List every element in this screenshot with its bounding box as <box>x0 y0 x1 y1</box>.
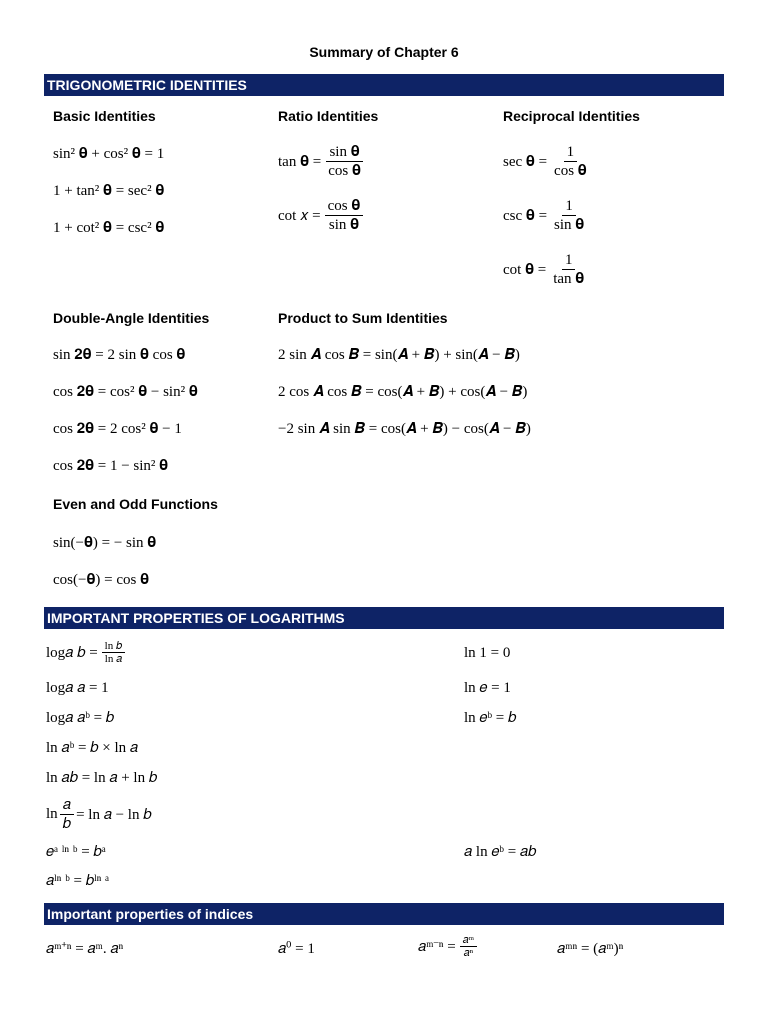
reciprocal-identity-sec: sec 𝛉 = $\frac{1}{\text{cos 𝛉}}$ <box>503 143 592 180</box>
log-property-8: 𝑎ˡⁿ ᵇ = 𝑏ˡⁿ ᵃ <box>46 873 110 889</box>
reciprocal-identity-cot: cot 𝛉 = $\frac{1}{\text{tan 𝛉}}$ <box>503 251 589 288</box>
index-property-2: 𝑎⁰ = 1 <box>278 941 315 957</box>
section-log-header: IMPORTANT PROPERTIES OF LOGARITHMS <box>44 607 724 629</box>
reciprocal-identity-csc: csc 𝛉 = $\frac{1}{\text{sin 𝛉}}$ <box>503 197 589 234</box>
double-identity-3: cos 𝟐𝛉 = 2 cos² 𝛉 − 1 <box>53 421 182 437</box>
log-property-5: ln 𝑎𝑏 = ln 𝑎 + ln 𝑏 <box>46 770 158 786</box>
section-indices-header: Important properties of indices <box>44 903 724 925</box>
log-property-7: 𝑒ᵃ ˡⁿ ᵇ = 𝑏ᵃ <box>46 844 106 860</box>
product-identity-2: 2 cos 𝑨 cos 𝑩 = cos(𝑨 + 𝑩) + cos(𝑨 − 𝑩) <box>278 384 528 400</box>
double-identity-2: cos 𝟐𝛉 = cos² 𝛉 − sin² 𝛉 <box>53 384 198 400</box>
fraction: $\frac{1}{\text{cos 𝛉}}$ <box>554 144 587 179</box>
subheading-ratio: Ratio Identities <box>278 108 379 124</box>
basic-identity-1: sin² 𝛉 + cos² 𝛉 = 1 <box>53 146 165 162</box>
ln-property-3: ln 𝑒ᵇ = 𝑏 <box>464 710 517 726</box>
fraction: $\frac{\text{𝑎}}{\text{𝑏}}$ <box>60 796 74 833</box>
log-change-of-base: log𝑎 𝑏 = $\frac{\text{ln 𝑏}}{\text{ln 𝑎}}$ <box>46 640 127 665</box>
ln-property-1: ln 1 = 0 <box>464 645 511 661</box>
subheading-evenodd: Even and Odd Functions <box>53 496 218 512</box>
ln-property-4: 𝑎 ln 𝑒ᵇ = 𝑎𝑏 <box>464 844 537 860</box>
fraction: $\frac{\text{cos 𝛉}}{\text{sin 𝛉}}$ <box>325 197 364 234</box>
subheading-basic: Basic Identities <box>53 108 156 124</box>
basic-identity-2: 1 + tan² 𝛉 = sec² 𝛉 <box>53 183 165 199</box>
basic-identity-3: 1 + cot² 𝛉 = csc² 𝛉 <box>53 220 165 236</box>
ratio-identity-cot: cot 𝑥 = $\frac{\text{cos 𝛉}}{\text{sin 𝛉}}$ <box>278 197 365 234</box>
ratio-identity-tan: tan 𝛉 = $\frac{\text{sin 𝛉}}{\text{cos 𝛉}}$ <box>278 143 366 180</box>
fraction: $\frac{1}{\text{sin 𝛉}}$ <box>554 198 585 233</box>
section-trig-header: TRIGONOMETRIC IDENTITIES <box>44 74 724 96</box>
index-property-3: 𝑎ᵐ⁻ⁿ = $\frac{\text{𝑎ᵐ}}{\text{𝑎ⁿ}}$ <box>418 934 479 959</box>
log-property-2: log𝑎 𝑎 = 1 <box>46 680 109 696</box>
product-identity-3: −2 sin 𝑨 sin 𝑩 = cos(𝑨 + 𝑩) − cos(𝑨 − 𝑩) <box>278 421 531 437</box>
ln-property-2: ln 𝑒 = 1 <box>464 680 511 696</box>
subheading-product: Product to Sum Identities <box>278 310 448 326</box>
product-identity-1: 2 sin 𝑨 cos 𝑩 = sin(𝑨 + 𝑩) + sin(𝑨 − 𝑩) <box>278 347 520 363</box>
index-property-4: 𝑎ᵐⁿ = (𝑎ᵐ)ⁿ <box>557 941 624 957</box>
fraction: $\frac{\text{sin 𝛉}}{\text{cos 𝛉}}$ <box>328 144 361 179</box>
log-property-4: ln 𝑎ᵇ = 𝑏 × ln 𝑎 <box>46 740 139 756</box>
subheading-reciprocal: Reciprocal Identities <box>503 108 640 124</box>
subheading-double: Double-Angle Identities <box>53 310 210 326</box>
index-property-1: 𝑎ᵐ⁺ⁿ = 𝑎ᵐ. 𝑎ⁿ <box>46 941 124 957</box>
fraction: $\frac{\text{𝑎ᵐ}}{\text{𝑎ⁿ}}$ <box>460 934 477 959</box>
fraction: $\frac{1}{\text{tan 𝛉}}$ <box>553 252 585 287</box>
fraction: $\frac{\text{ln 𝑏}}{\text{ln 𝑎}}$ <box>102 640 125 665</box>
log-property-6: ln $\frac{\text{𝑎}}{\text{𝑏}}$ = ln 𝑎 − ln 𝑏 <box>46 797 152 832</box>
evenodd-identity-2: cos(−𝛉) = cos 𝛉 <box>53 572 149 588</box>
evenodd-identity-1: sin(−𝛉) = − sin 𝛉 <box>53 535 157 551</box>
page-title: Summary of Chapter 6 <box>309 44 459 60</box>
double-identity-4: cos 𝟐𝛉 = 1 − sin² 𝛉 <box>53 458 169 474</box>
log-property-3: log𝑎 𝑎ᵇ = 𝑏 <box>46 710 115 726</box>
double-identity-1: sin 𝟐𝛉 = 2 sin 𝛉 cos 𝛉 <box>53 347 186 363</box>
